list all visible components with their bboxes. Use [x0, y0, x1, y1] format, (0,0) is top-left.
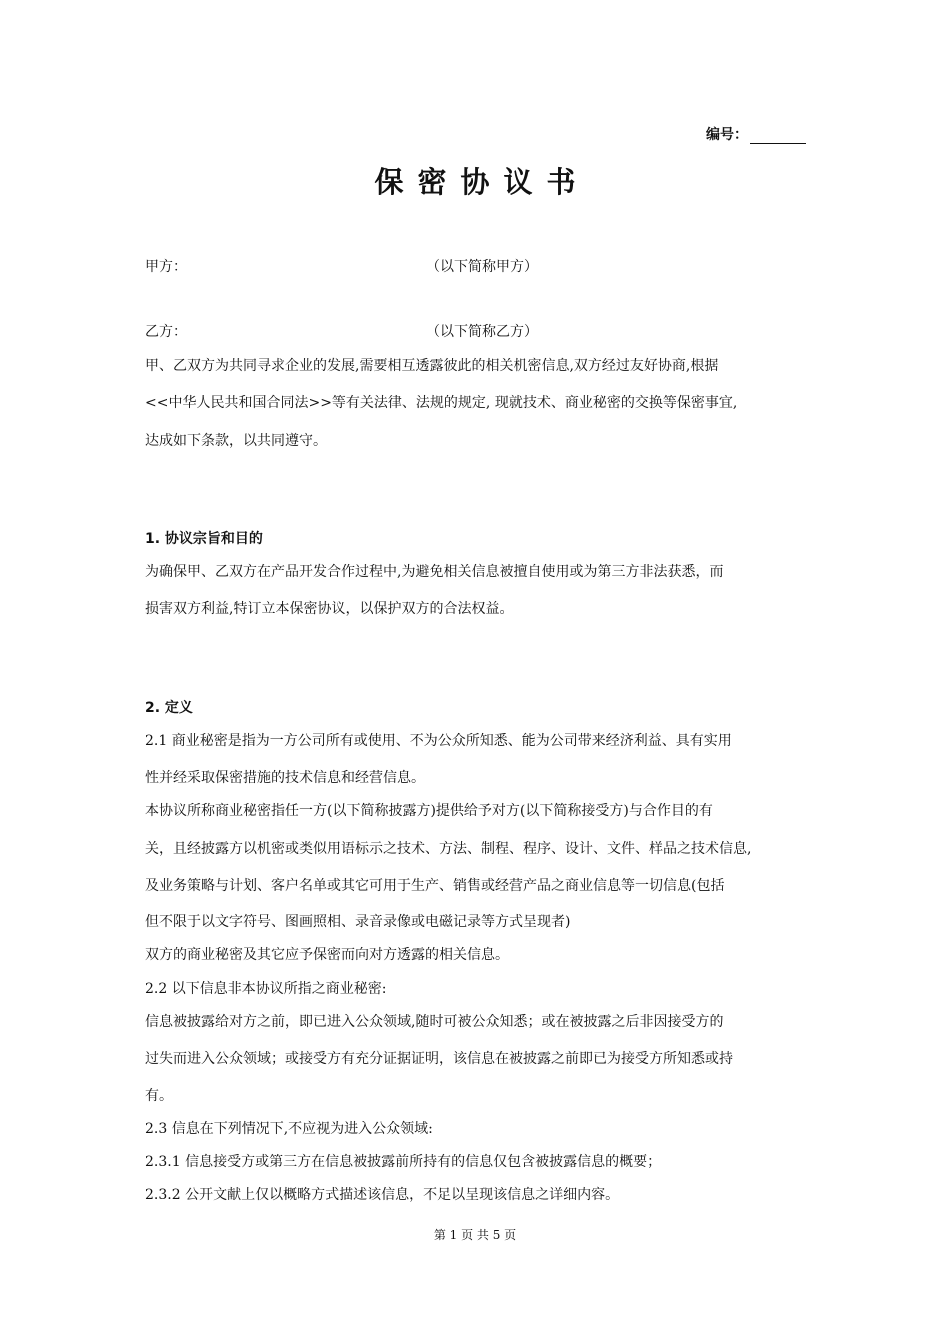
- section-2-line: 2.3 信息在下列情况下,不应视为进入公众领域:: [145, 1121, 433, 1137]
- party-a-note: （以下简称甲方）: [426, 259, 538, 275]
- section-2-line: 过失而进入公众领域；或接受方有充分证据证明，该信息在被披露之前即已为接受方所知悉或持: [145, 1051, 733, 1067]
- serial-label: 编号：: [706, 127, 748, 143]
- preamble-line: 甲、乙双方为共同寻求企业的发展,需要相互透露彼此的相关机密信息,双方经过友好协商,根据: [145, 358, 719, 374]
- preamble-line: <<中华人民共和国合同法>>等有关法律、法规的规定, 现就技术、商业秘密的交换等保密事宜,: [145, 395, 738, 411]
- section-2-line: 双方的商业秘密及其它应予保密而向对方透露的相关信息。: [145, 947, 509, 963]
- party-b-note: （以下简称乙方）: [426, 324, 538, 340]
- section-2-line: 2.2 以下信息非本协议所指之商业秘密:: [145, 981, 387, 997]
- section-2-line: 信息被披露给对方之前，即已进入公众领域,随时可被公众知悉；或在被披露之后非因接受方的: [145, 1014, 724, 1030]
- section-1-line: 损害双方利益,特订立本保密协议，以保护双方的合法权益。: [145, 601, 514, 617]
- section-1-heading: 1. 协议宗旨和目的: [145, 531, 263, 547]
- document-title: 保密协议书: [374, 165, 590, 199]
- section-1-line: 为确保甲、乙双方在产品开发合作过程中,为避免相关信息被擅自使用或为第三方非法获悉，而: [145, 564, 724, 580]
- section-2-line: 有。: [145, 1088, 173, 1104]
- section-2-line: 性并经采取保密措施的技术信息和经营信息。: [145, 770, 425, 786]
- party-b-label: 乙方：: [145, 324, 187, 340]
- serial-blank: [750, 129, 806, 144]
- serial-number: [706, 124, 806, 144]
- section-2-line: 2.3.2 公开文献上仅以概略方式描述该信息，不足以呈现该信息之详细内容。: [145, 1187, 620, 1203]
- section-2-heading: 2. 定义: [145, 700, 193, 716]
- preamble-line: 达成如下条款，以共同遵守。: [145, 433, 327, 449]
- section-2-line: 本协议所称商业秘密指任一方(以下简称披露方)提供给予对方(以下简称接受方)与合作目的有: [145, 803, 713, 819]
- section-2-line: 及业务策略与计划、客户名单或其它可用于生产、销售或经营产品之商业信息等一切信息(包括: [145, 878, 725, 894]
- section-2-line: 关，且经披露方以机密或类似用语标示之技术、方法、制程、程序、设计、文件、样品之技术信息,: [145, 841, 752, 857]
- page-footer: 第 1 页 共 5 页: [433, 1228, 517, 1242]
- section-2-line: 2.3.1 信息接受方或第三方在信息被披露前所持有的信息仅包含被披露信息的概要；: [145, 1154, 662, 1170]
- party-a-label: 甲方：: [145, 259, 187, 275]
- section-2-line: 但不限于以文字符号、图画照相、录音录像或电磁记录等方式呈现者): [145, 914, 571, 930]
- section-2-line: 2.1 商业秘密是指为一方公司所有或使用、不为公众所知悉、能为公司带来经济利益、具有实用: [145, 733, 732, 749]
